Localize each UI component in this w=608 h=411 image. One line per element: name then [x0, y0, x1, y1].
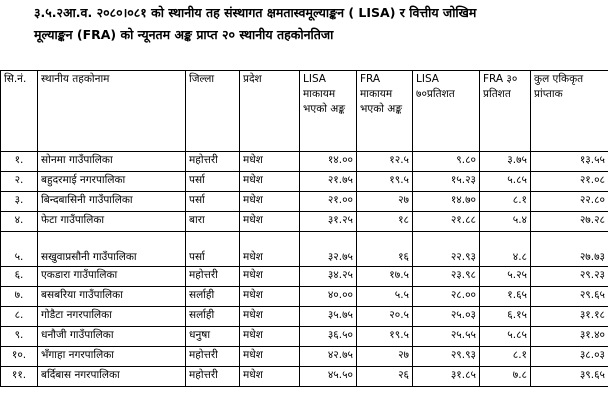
cell-fra: २०.५ [357, 307, 413, 327]
cell-province: मधेश [240, 287, 300, 307]
cell-sn: २. [1, 172, 38, 192]
cell-lisa: ३२.७५ [300, 232, 357, 267]
cell-province: मधेश [240, 232, 300, 267]
cell-lisa: ३५.७५ [300, 307, 357, 327]
cell-lisa70: २२.९३ [413, 232, 480, 267]
cell-fra30: ५.८५ [480, 172, 531, 192]
cell-sn: ७. [1, 287, 38, 307]
cell-name: भँगाहा नगरपालिका [38, 347, 186, 367]
cell-total: २९.६५ [531, 287, 608, 307]
cell-name: सोनमा गाउँपालिका [38, 152, 186, 172]
cell-name: एकडारा गाउँपालिका [38, 267, 186, 287]
table-row [1, 152, 608, 172]
cell-district: धनुषा [186, 327, 240, 347]
cell-fra30: ८.१ [480, 347, 531, 367]
cell-lisa: ३४.२५ [300, 267, 357, 287]
cell-fra: १७.५ [357, 267, 413, 287]
col-header-fra-30: FRA ३० प्रतिशत [480, 71, 531, 152]
cell-sn: ६. [1, 267, 38, 287]
cell-fra: १९.५ [357, 327, 413, 347]
cell-district: पर्सा [186, 172, 240, 192]
cell-district: पर्सा [186, 192, 240, 212]
table-row [1, 212, 608, 232]
cell-lisa70: १५.२३ [413, 172, 480, 192]
cell-fra30: ७.८ [480, 367, 531, 387]
cell-lisa: २१.७५ [300, 172, 357, 192]
cell-district: महोत्तरी [186, 152, 240, 172]
cell-lisa: ३१.२५ [300, 212, 357, 232]
cell-lisa70: १४.७० [413, 192, 480, 212]
cell-fra30: ३.७५ [480, 152, 531, 172]
heading-line-1: ३.५.२आ.व. २०८०।०८१ को स्थानीय तह संस्थागत क्षमतास्वमूल्याङ्कन ( LISA) र वित्तीय जोखिम [34, 5, 477, 20]
cell-fra30: १.६५ [480, 287, 531, 307]
heading-line-2: मूल्याङ्कन (FRA) को न्यूनतम अङ्क प्राप्त २० स्थानीय तहकोनतिजा [34, 27, 334, 42]
cell-fra30: ५.८५ [480, 327, 531, 347]
cell-province: मधेश [240, 212, 300, 232]
cell-fra: १६ [357, 232, 413, 267]
cell-total: २२.८० [531, 192, 608, 212]
cell-lisa: ४२.७५ [300, 347, 357, 367]
cell-province: मधेश [240, 172, 300, 192]
table-row [1, 307, 608, 327]
cell-total: २७.२८ [531, 212, 608, 232]
cell-lisa70: ९.८० [413, 152, 480, 172]
cell-lisa70: ३१.८५ [413, 367, 480, 387]
cell-lisa70: २३.९८ [413, 267, 480, 287]
cell-district: सर्लाही [186, 307, 240, 327]
cell-lisa: २१.०० [300, 192, 357, 212]
cell-total: २१.०८ [531, 172, 608, 192]
cell-name: गोडैटा नगरपालिका [38, 307, 186, 327]
table-header-row [1, 71, 608, 152]
cell-lisa: १४.०० [300, 152, 357, 172]
col-header-total: कुल एकिकृत प्रांप्ताक [531, 71, 608, 152]
cell-fra30: ५.२५ [480, 267, 531, 287]
cell-district: पर्सा [186, 232, 240, 267]
cell-sn: ३. [1, 192, 38, 212]
cell-fra: २७ [357, 192, 413, 212]
cell-fra30: ५.४ [480, 212, 531, 232]
table-row [1, 287, 608, 307]
cell-lisa: ४०.०० [300, 287, 357, 307]
cell-fra: १२.५ [357, 152, 413, 172]
cell-lisa70: २५.५५ [413, 327, 480, 347]
col-header-sn: सि.नं. [1, 71, 38, 152]
cell-sn: ४. [1, 212, 38, 232]
cell-province: मधेश [240, 192, 300, 212]
cell-fra30: ८.१ [480, 192, 531, 212]
col-header-name: स्थानीय तहकोनाम [38, 71, 186, 152]
cell-fra30: ६.१५ [480, 307, 531, 327]
cell-sn: ८. [1, 307, 38, 327]
cell-total: १३.५५ [531, 152, 608, 172]
table-row [1, 232, 608, 267]
cell-fra: २७ [357, 347, 413, 367]
cell-province: मधेश [240, 267, 300, 287]
cell-lisa70: २१.८८ [413, 212, 480, 232]
cell-fra30: ४.८ [480, 232, 531, 267]
cell-lisa: ३६.५० [300, 327, 357, 347]
cell-district: सर्लाही [186, 287, 240, 307]
cell-fra: १९.५ [357, 172, 413, 192]
cell-lisa70: २८.०० [413, 287, 480, 307]
cell-fra: १८ [357, 212, 413, 232]
cell-total: २९.२३ [531, 267, 608, 287]
cell-province: मधेश [240, 347, 300, 367]
cell-province: मधेश [240, 367, 300, 387]
cell-fra: २६ [357, 367, 413, 387]
table-row [1, 347, 608, 367]
cell-total: ३८.०३ [531, 347, 608, 367]
table-row [1, 192, 608, 212]
results-table [0, 70, 608, 387]
cell-district: महोत्तरी [186, 267, 240, 287]
col-header-lisa-70: LISA ७०प्रतिशत [413, 71, 480, 152]
cell-district: महोत्तरी [186, 367, 240, 387]
col-header-province: प्रदेश [240, 71, 300, 152]
cell-sn: १. [1, 152, 38, 172]
cell-sn: ९. [1, 327, 38, 347]
cell-sn: ५. [1, 232, 38, 267]
cell-total: ३९.६५ [531, 367, 608, 387]
cell-name: सखुवाप्रसौनी गाउँपालिका [38, 232, 186, 267]
cell-district: बारा [186, 212, 240, 232]
cell-name: फेटा गाउँपालिका [38, 212, 186, 232]
cell-province: मधेश [240, 152, 300, 172]
cell-fra: ५.५ [357, 287, 413, 307]
cell-lisa70: २५.०३ [413, 307, 480, 327]
cell-name: धनौजी गाउँपालिका [38, 327, 186, 347]
table-row [1, 367, 608, 387]
cell-lisa70: २९.९३ [413, 347, 480, 367]
cell-name: बिन्दबासिनी गाउँपालिका [38, 192, 186, 212]
cell-total: २७.७३ [531, 232, 608, 267]
col-header-lisa-score: LISA माकायम भएको अङ्क [300, 71, 357, 152]
table-row [1, 267, 608, 287]
cell-province: मधेश [240, 327, 300, 347]
section-heading [34, 2, 604, 46]
cell-total: ३१.४० [531, 327, 608, 347]
cell-lisa: ४५.५० [300, 367, 357, 387]
cell-sn: ११. [1, 367, 38, 387]
table-row [1, 172, 608, 192]
cell-total: ३१.१८ [531, 307, 608, 327]
cell-province: मधेश [240, 307, 300, 327]
col-header-district: जिल्ला [186, 71, 240, 152]
cell-name: बर्दिबास नगरपालिका [38, 367, 186, 387]
table-row [1, 327, 608, 347]
cell-name: बसबरिया गाउँपालिका [38, 287, 186, 307]
cell-district: महोत्तरी [186, 347, 240, 367]
table-body [1, 152, 608, 387]
cell-sn: १०. [1, 347, 38, 367]
cell-name: बहुदरमाई नगरपालिका [38, 172, 186, 192]
col-header-fra-score: FRA माकायम भएको अङ्क [357, 71, 413, 152]
